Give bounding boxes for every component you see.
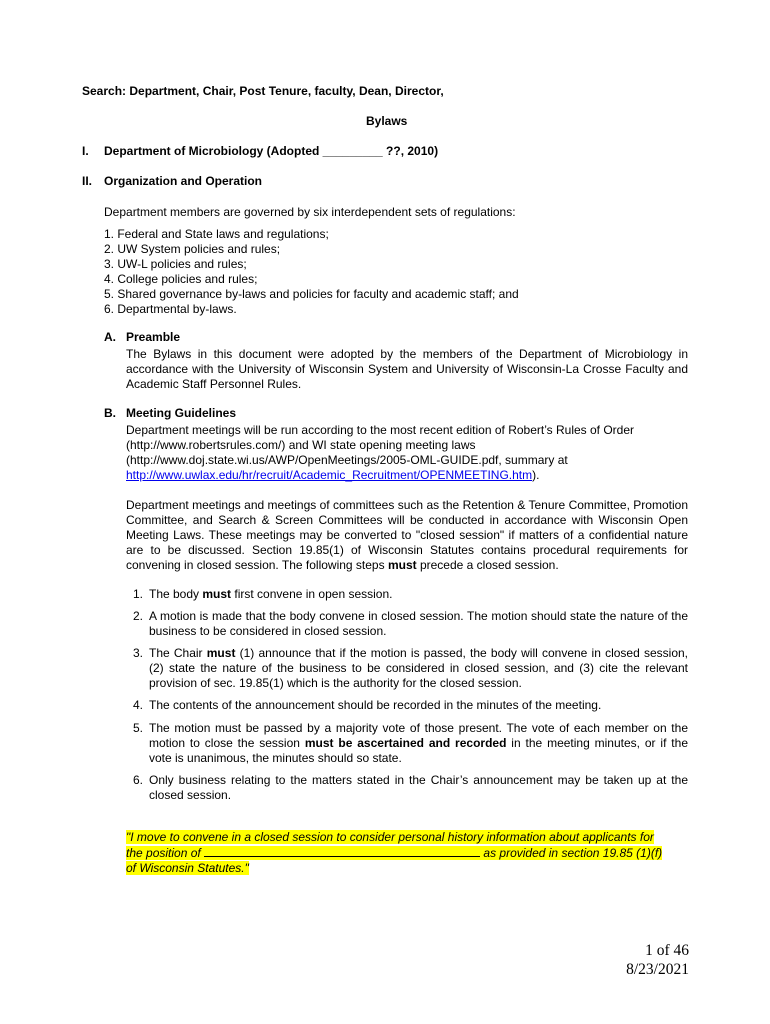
quote-line-1: "I move to convene in a closed session to consider personal history information about applicants for <box>126 830 654 844</box>
open-meeting-link[interactable]: http://www.uwlax.edu/hr/recruit/Academic_Recruitment/OPENMEETING.htm <box>126 468 533 482</box>
regulation-item: 2. UW System policies and rules; <box>104 242 281 256</box>
doc-title: Bylaws <box>366 114 408 128</box>
section-i-heading: Department of Microbiology (Adopted _________ ??, 2010) <box>104 144 439 158</box>
step-number: 4. <box>133 698 144 712</box>
quote-line-2a: the position of <box>126 845 205 860</box>
step-text: The contents of the announcement should be recorded in the minutes of the meeting. <box>149 698 602 712</box>
regulation-item: 3. UW-L policies and rules; <box>104 257 247 271</box>
motion-quote <box>126 830 688 877</box>
meeting-heading: Meeting Guidelines <box>126 406 237 420</box>
meeting-line-3: (http://www.doj.state.wi.us/AWP/OpenMeetings/2005-OML-GUIDE.pdf, summary at <box>126 453 568 467</box>
step-text: The motion must be passed by a majority vote of those present. The vote of each member on the motion to close the session must be ascertained and recorded in the meeting minutes, or if the vote is unanimous, the minutes should so state. <box>149 721 688 765</box>
regulation-item: 1. Federal and State laws and regulations; <box>104 227 329 241</box>
regulations-intro: Department members are governed by six interdependent sets of regulations: <box>104 205 516 219</box>
step-text: Only business relating to the matters stated in the Chair’s announcement may be taken up at the closed session. <box>149 773 688 802</box>
section-ii-heading: Organization and Operation <box>104 174 263 188</box>
regulations-list <box>104 227 519 317</box>
meeting-line-2: (http://www.robertsrules.com/) and WI state opening meeting laws <box>126 438 476 452</box>
closed-session-paragraph: Department meetings and meetings of committees such as the Retention & Tenure Committee, Promotion Committee, and Search & Screen Committees will be conducted in accordance with Wisconsin Open Meeting Laws. These meetings may be converted to "closed session" if matters of a confidential nature are to be discussed. Section 19.85(1) of Wisconsin Statutes contains procedural requirements for convening in closed session. The following steps must precede a closed session. <box>126 498 688 572</box>
preamble-letter: A. <box>104 330 116 344</box>
regulation-item: 5. Shared governance by-laws and policies for faculty and academic staff; and <box>104 287 519 301</box>
revision-date: 8/23/2021 <box>626 961 689 978</box>
regulation-item: 4. College policies and rules; <box>104 272 258 286</box>
step-number: 6. <box>133 773 144 787</box>
step-number: 3. <box>133 646 144 660</box>
quote-line-2b: as provided in section 19.85 (1)(f) <box>480 845 663 860</box>
page-number: 1 of 46 <box>645 942 689 959</box>
meeting-letter: B. <box>104 406 116 420</box>
link-suffix: ). <box>532 468 540 482</box>
step-number: 2. <box>133 609 144 623</box>
step-number: 5. <box>133 721 144 735</box>
preamble-body: The Bylaws in this document were adopted by the members of the Department of Microbiology in accordance with the University of Wisconsin System and University of Wisconsin-La Crosse Faculty and Academic Staff Personnel Rules. <box>126 347 688 391</box>
step-number: 1. <box>133 587 144 601</box>
preamble-heading: Preamble <box>126 330 181 344</box>
search-line: Search: Department, Chair, Post Tenure, faculty, Dean, Director, <box>82 84 444 98</box>
meeting-line-1: Department meetings will be run according to the most recent edition of Robert’s Rules of Order <box>126 423 635 437</box>
step-text: A motion is made that the body convene in closed session. The motion should state the nature of the business to be considered in closed session. <box>149 609 688 638</box>
section-i-numeral: I. <box>82 144 89 158</box>
section-ii-numeral: II. <box>82 174 93 188</box>
meeting-line-4 <box>126 468 539 483</box>
step-text: The body must first convene in open session. <box>149 587 393 601</box>
regulation-item: 6. Departmental by-laws. <box>104 302 237 316</box>
quote-line-3: of Wisconsin Statutes." <box>126 861 249 875</box>
step-text: The Chair must (1) announce that if the motion is passed, the body will convene in closed session, (2) state the nature of the business to be considered in closed session, and (3) cite the relevant provision of sec. 19.85(1) which is the authority for the closed session. <box>149 646 688 690</box>
position-blank <box>204 856 480 857</box>
